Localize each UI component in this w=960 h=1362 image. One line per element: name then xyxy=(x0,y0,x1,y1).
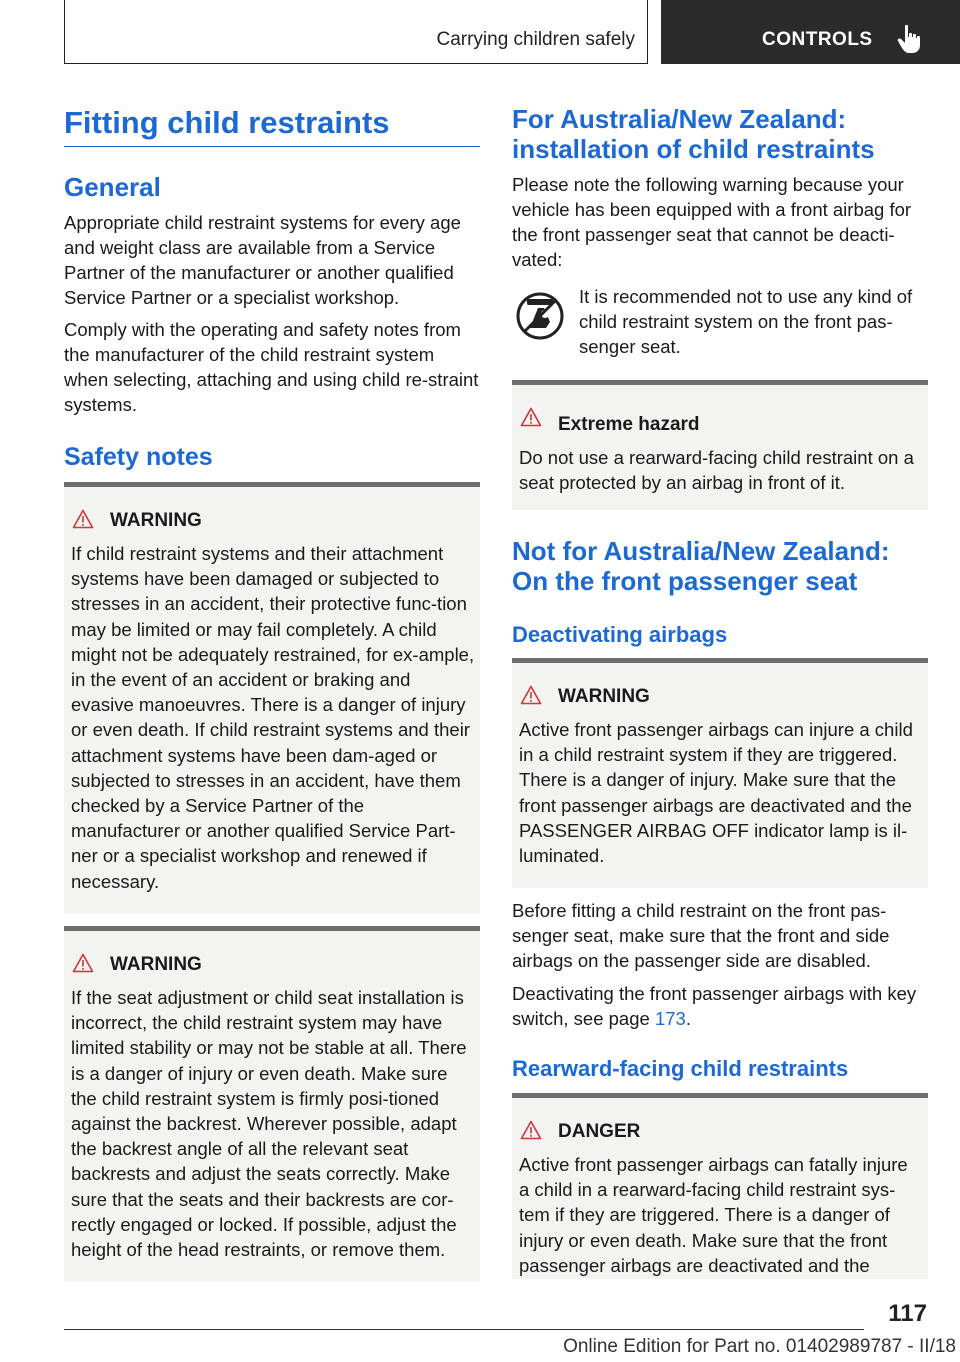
deactivate-paragraph-2-text: Deactivating the front passenger airbags with key switch, see page xyxy=(512,983,917,1029)
warning-triangle-icon xyxy=(520,1120,542,1140)
deactivate-paragraph-2-end: . xyxy=(685,1008,691,1029)
extreme-hazard-text: Do not use a rearward-facing child restraint on a seat protected by an airbag in front of it. xyxy=(519,447,914,494)
warning-box-2 xyxy=(64,926,480,1282)
general-paragraph-2: Comply with the operating and safety notes from the manufacturer of the child restraint system when selecting, attaching and using child re-straint systems. xyxy=(64,319,479,415)
warning-triangle-icon xyxy=(72,509,94,529)
warning-triangle-icon xyxy=(520,407,542,427)
australia-heading xyxy=(512,104,928,164)
warning-box-3 xyxy=(512,658,928,888)
general-heading: General xyxy=(64,172,161,202)
header-chapter-title: CONTROLS xyxy=(762,29,873,50)
no-child-seat-icon xyxy=(516,292,564,340)
deactivating-airbags-heading: Deactivating airbags xyxy=(512,622,728,647)
australia-paragraph: Please note the following warning because your vehicle has been equipped with a front airbag for the front passenger seat that cannot be deacti-vated: xyxy=(512,174,912,270)
rearward-facing-heading: Rearward-facing child restraints xyxy=(512,1056,849,1081)
extreme-hazard-label: Extreme hazard xyxy=(558,414,700,435)
warning-label-1: WARNING xyxy=(110,510,202,531)
page-title: Fitting child restraints xyxy=(64,105,390,140)
title-rule xyxy=(64,146,480,147)
footer-rule xyxy=(64,1329,864,1330)
not-australia-heading-line-1: Not for Australia/New Zealand: xyxy=(512,536,890,566)
safety-notes-heading: Safety notes xyxy=(64,443,213,471)
warning-text-2: If the seat adjustment or child seat installation is incorrect, the child restraint system may have limited stability or may not be stable at all. There is a danger of injury or even death. Make sure the child restraint system is firmly posi-tioned against the backrest. Wherever possible, adapt the backrest angle of all the relevant seat backrests and adjust the seats correctly. Make sure that the seats and their backrests are cor-rectly engaged or locked. If possible, adjust the height of the head restraints, or remove them. xyxy=(71,987,467,1261)
page-number: 117 xyxy=(888,1300,927,1327)
australia-note: It is recommended not to use any kind of child restraint system on the front pas-senger seat. xyxy=(579,286,913,357)
extreme-hazard-box xyxy=(512,380,928,510)
page-173-link[interactable]: 173 xyxy=(654,1008,686,1029)
warning-label-2: WARNING xyxy=(110,954,202,975)
not-australia-heading-line-2: On the front passenger seat xyxy=(512,566,858,596)
warning-box-1 xyxy=(64,482,480,914)
australia-heading-line-2: installation of child restraints xyxy=(512,134,875,164)
warning-triangle-icon xyxy=(72,953,94,973)
danger-text: Active front passenger airbags can fatally injure a child in a rearward-facing child restraint sys-tem if they are triggered. There is a danger of injury or even death. Make sure that the front passenger airbags are deactivated and the xyxy=(519,1154,908,1276)
hand-pointer-icon xyxy=(897,24,923,54)
warning-text-1: If child restraint systems and their attachment systems have been damaged or subjected to stresses in an accident, their protective func-tion may be limited or may fail completely. A child might not be adequately restrained, for ex-ample, in the event of an accident or braking and evasive manoeuvres. There is a danger of injury or even death. If child restraint systems and their attachment systems have been dam-aged or subjected to stresses in an accident, have them checked by a Service Partner of the manufacturer or another qualified Service Part-ner or a specialist workshop and renewed if necessary. xyxy=(71,543,475,892)
deactivate-paragraph-1: Before fitting a child restraint on the front pas-senger seat, make sure that the front and side airbags on the passenger side are disabled. xyxy=(512,900,890,971)
general-paragraph-1: Appropriate child restraint systems for every age and weight class are available from a Service Partner of the manufacturer or another qualified Service Partner or a specialist workshop. xyxy=(64,212,461,308)
warning-triangle-icon xyxy=(520,685,542,705)
warning-text-3: Active front passenger airbags can injure a child in a child restraint system if they are triggered. There is a danger of injury. Make sure that the front passenger airbags are deactivated and the PASSENGER AIRBAG OFF indicator lamp is il-luminated. xyxy=(519,719,913,867)
footer-edition: Online Edition for Part no. 01402989787 - II/18 xyxy=(563,1336,956,1357)
warning-label-3: WARNING xyxy=(558,686,650,707)
danger-label: DANGER xyxy=(558,1121,641,1142)
header-section-box xyxy=(64,0,648,64)
not-australia-heading xyxy=(512,536,928,596)
danger-box xyxy=(512,1093,928,1279)
deactivate-paragraph-2 xyxy=(512,981,928,1031)
header-chapter-tab xyxy=(661,0,960,64)
australia-heading-line-1: For Australia/New Zealand: xyxy=(512,104,847,134)
header-section-title: Carrying children safely xyxy=(436,29,635,50)
